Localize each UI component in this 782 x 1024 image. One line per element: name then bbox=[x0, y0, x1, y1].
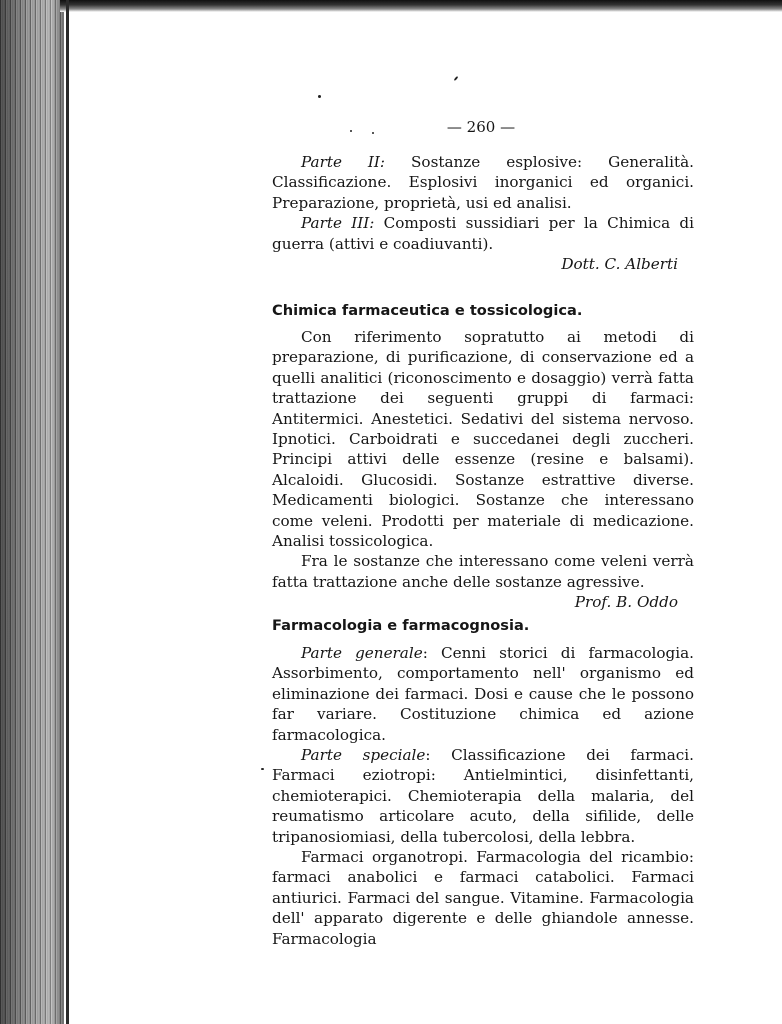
part-label: Parte speciale bbox=[301, 746, 426, 765]
page-top-edge bbox=[60, 0, 782, 12]
signature: Prof. B. Oddo bbox=[574, 593, 678, 612]
part-label: Parte II: bbox=[301, 153, 386, 171]
paragraph: Con riferimento sopratutto ai metodi di preparazione, di purificazione, di conservazione ed a quelli analitici (riconoscimento e dosaggio) verrà fatta trattazione dei seguenti gruppi di farmaci: Antitermici. Anestetici. Sedativi del sistema nervoso. Ipnotici. Carboidrati e succedanei degli zuccheri. Principi attivi delle essenze (resine e balsami). Alcaloidi. Glucosidi. Sostanze estrattive diverse. Medicamenti biologici. Sostanze che interessano come veleni. Prodotti per materiale di medicazione. Analisi tossicologica. bbox=[272, 328, 694, 551]
signature: Dott. C. Alberti bbox=[561, 255, 678, 274]
paragraph-text: : Cenni storici di farmacologia. Assorbimento, comportamento nell' organismo ed eliminazione dei farmaci. Dosi e cause che le possono far variare. Costituzione chimica ed azione farmacologica. bbox=[272, 644, 694, 744]
scan-speck bbox=[454, 76, 459, 81]
scan-speck bbox=[261, 768, 264, 770]
paragraph-text: : Classificazione dei farmaci. Farmaci eziotropi: Antielmintici, disinfettanti, chemioterapici. Chemioterapia della malaria, del reumatismo articolare acuto, della sifilide, delle tripanosiomiasi, della tubercolosi, della lebbra. bbox=[272, 746, 694, 846]
paragraph bbox=[272, 152, 694, 213]
paragraph: Fra le sostanze che interessano come veleni verrà fatta trattazione anche delle sostanze agressive. bbox=[272, 552, 694, 591]
paragraph-text: Sostanze esplosive: Generalità. Classificazione. Esplosivi inorganici ed organici. Preparazione, proprietà, usi ed analisi. bbox=[272, 153, 695, 212]
section-heading: Chimica farmaceutica e tossicologica. bbox=[272, 302, 583, 319]
page-gutter-line bbox=[66, 0, 69, 1024]
paragraph bbox=[272, 643, 694, 745]
part-label: Parte III: bbox=[301, 214, 375, 233]
part-label: Parte generale bbox=[301, 644, 423, 662]
scan-speck bbox=[318, 95, 321, 98]
explosives-section bbox=[272, 152, 694, 274]
paragraph-text: Composti sussidiari per la Chimica di guerra (attivi e coadiuvanti). bbox=[272, 214, 694, 253]
paragraph bbox=[272, 745, 694, 847]
section-heading: Farmacologia e farmacognosia. bbox=[272, 617, 530, 634]
page-number: — 260 — bbox=[446, 118, 516, 136]
paragraph bbox=[272, 213, 694, 254]
pharmacology-section bbox=[272, 643, 694, 949]
pharma-chem-section bbox=[272, 327, 694, 613]
paragraph: Farmaci organotropi. Farmacologia del ricambio: farmaci anabolici e farmaci catabolici. Farmaci antiurici. Farmaci del sangue. Vitamine. Farmacologia dell' apparato digerente e delle ghiandole annesse. Farmacologia bbox=[272, 848, 694, 948]
binding-shadow bbox=[0, 0, 64, 1024]
